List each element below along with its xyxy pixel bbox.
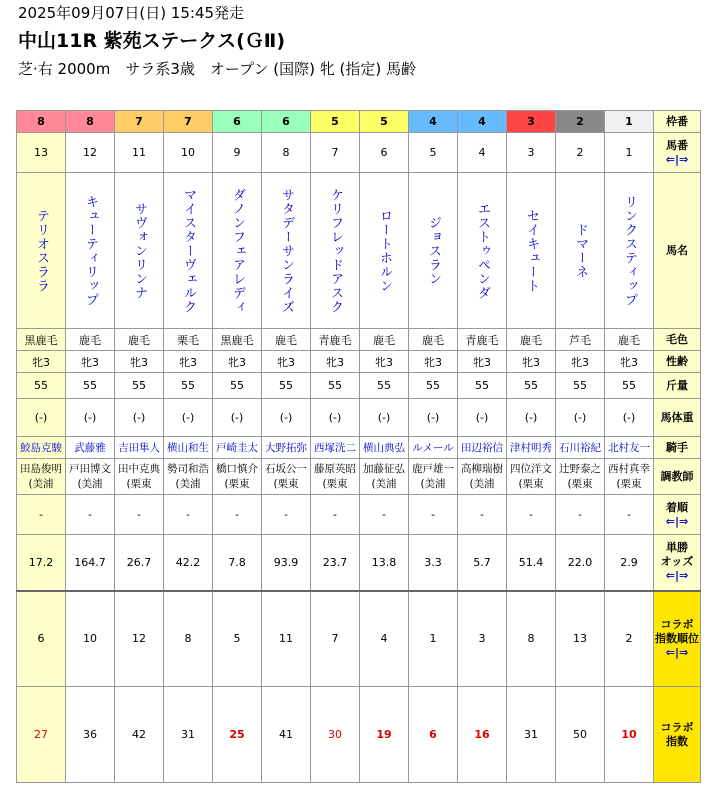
row-label-waku xyxy=(654,111,701,133)
cell-sexage: 牝3 xyxy=(507,351,556,373)
cell-trainer xyxy=(458,459,507,495)
cell-name xyxy=(360,173,409,329)
row-label-text: 斤量 xyxy=(666,378,688,392)
trainer-stable: (栗東 xyxy=(322,477,348,490)
trainer-name: 勢司和浩 xyxy=(167,462,209,475)
cell-odds: 7.8 xyxy=(213,535,262,591)
cell-sexage: 牝3 xyxy=(213,351,262,373)
row-label-text: コラボ 指数 xyxy=(660,720,694,748)
trainer-name: 鹿戸雄一 xyxy=(412,462,454,475)
cell-odds: 42.2 xyxy=(164,535,213,591)
horse-name-link[interactable]: エストゥペンダ xyxy=(475,201,490,300)
horse-name-link[interactable]: ジョスラン xyxy=(426,215,441,286)
cell-trainer xyxy=(507,459,556,495)
cell-weight: 55 xyxy=(556,373,605,399)
cell-coat: 鹿毛 xyxy=(115,329,164,351)
cell-collab_index: 41 xyxy=(262,687,311,783)
cell-trainer xyxy=(605,459,654,495)
row-coat xyxy=(17,329,701,351)
jockey-link[interactable]: 横山典弘 xyxy=(363,442,405,454)
cell-coat: 鹿毛 xyxy=(262,329,311,351)
cell-jockey xyxy=(409,437,458,459)
cell-coat: 栗毛 xyxy=(164,329,213,351)
horse-name-link[interactable]: ロートホルン xyxy=(377,208,392,293)
race-title: 中山11R 紫苑ステークス(ＧⅡ) xyxy=(18,30,285,52)
cell-name xyxy=(409,173,458,329)
cell-umaban: 4 xyxy=(458,133,507,173)
cell-collab_index: 6 xyxy=(409,687,458,783)
cell-bodyweight: (-) xyxy=(409,399,458,437)
cell-jockey xyxy=(262,437,311,459)
cell-bodyweight: (-) xyxy=(115,399,164,437)
cell-name xyxy=(458,173,507,329)
cell-coat: 鹿毛 xyxy=(507,329,556,351)
cell-finish: - xyxy=(311,495,360,535)
trainer-stable: (栗東 xyxy=(273,477,299,490)
row-weight xyxy=(17,373,701,399)
cell-name xyxy=(507,173,556,329)
row-label-bodyweight xyxy=(654,399,701,437)
cell-odds: 164.7 xyxy=(66,535,115,591)
cell-jockey xyxy=(605,437,654,459)
row-label-collab_rank xyxy=(654,591,701,687)
cell-collab_rank: 6 xyxy=(17,591,66,687)
cell-bodyweight: (-) xyxy=(605,399,654,437)
cell-name xyxy=(262,173,311,329)
cell-odds: 5.7 xyxy=(458,535,507,591)
horse-name-link[interactable]: サタデーサンライズ xyxy=(279,187,294,314)
cell-bodyweight: (-) xyxy=(556,399,605,437)
cell-weight: 55 xyxy=(311,373,360,399)
trainer-stable: (美浦 xyxy=(77,477,103,490)
cell-odds: 2.9 xyxy=(605,535,654,591)
row-label-text: 騎手 xyxy=(666,440,688,454)
row-label-trainer xyxy=(654,459,701,495)
cell-trainer xyxy=(17,459,66,495)
waku-badge: 3 xyxy=(507,111,556,133)
jockey-link[interactable]: 大野拓弥 xyxy=(265,442,307,454)
row-label-text: 毛色 xyxy=(666,332,688,346)
jockey-link[interactable]: 北村友一 xyxy=(608,442,650,454)
cell-jockey xyxy=(556,437,605,459)
trainer-name: 藤原英昭 xyxy=(314,462,356,475)
cell-odds: 26.7 xyxy=(115,535,164,591)
cell-coat: 黒鹿毛 xyxy=(17,329,66,351)
trainer-name: 辻野泰之 xyxy=(559,462,601,475)
cell-collab_rank: 2 xyxy=(605,591,654,687)
trainer-name: 田島俊明 xyxy=(20,462,62,475)
trainer-name: 橋口慎介 xyxy=(216,462,258,475)
waku-badge: 7 xyxy=(115,111,164,133)
cell-coat: 芦毛 xyxy=(556,329,605,351)
cell-name xyxy=(213,173,262,329)
cell-weight: 55 xyxy=(605,373,654,399)
cell-collab_index: 27 xyxy=(17,687,66,783)
cell-collab_index: 19 xyxy=(360,687,409,783)
row-label-text: 馬体重 xyxy=(660,410,694,424)
row-finish xyxy=(17,495,701,535)
cell-finish: - xyxy=(556,495,605,535)
cell-weight: 55 xyxy=(213,373,262,399)
jockey-link[interactable]: 石川裕紀 xyxy=(559,442,601,454)
cell-collab_index: 36 xyxy=(66,687,115,783)
row-label-text: 調教師 xyxy=(660,469,694,483)
cell-name xyxy=(115,173,164,329)
cell-coat: 青鹿毛 xyxy=(458,329,507,351)
cell-odds: 93.9 xyxy=(262,535,311,591)
cell-collab_rank: 1 xyxy=(409,591,458,687)
cell-bodyweight: (-) xyxy=(66,399,115,437)
cell-umaban: 1 xyxy=(605,133,654,173)
cell-finish: - xyxy=(360,495,409,535)
cell-finish: - xyxy=(605,495,654,535)
cell-umaban: 3 xyxy=(507,133,556,173)
row-label-finish xyxy=(654,495,701,535)
trainer-stable: (美浦 xyxy=(175,477,201,490)
cell-sexage: 牝3 xyxy=(409,351,458,373)
row-label-name xyxy=(654,173,701,329)
cell-trainer xyxy=(311,459,360,495)
row-label-text: 単勝 オッズ xyxy=(660,541,694,569)
trainer-stable: (栗東 xyxy=(567,477,593,490)
waku-badge: 4 xyxy=(409,111,458,133)
race-datetime: 2025年09月07日(日) 15:45発走 xyxy=(18,4,245,22)
cell-collab_rank: 10 xyxy=(66,591,115,687)
cell-name xyxy=(164,173,213,329)
cell-odds: 13.8 xyxy=(360,535,409,591)
jockey-link[interactable]: 西塚洸二 xyxy=(314,442,356,454)
race-header xyxy=(0,0,714,79)
trainer-stable: (栗東 xyxy=(224,477,250,490)
row-collab_rank xyxy=(17,591,701,687)
waku-badge: 5 xyxy=(311,111,360,133)
cell-jockey xyxy=(17,437,66,459)
cell-jockey xyxy=(164,437,213,459)
cell-umaban: 11 xyxy=(115,133,164,173)
row-label-jockey xyxy=(654,437,701,459)
cell-coat: 鹿毛 xyxy=(360,329,409,351)
row-waku xyxy=(17,111,701,133)
trainer-name: 加藤征弘 xyxy=(363,462,405,475)
trainer-name: 四位洋文 xyxy=(510,462,552,475)
waku-badge: 2 xyxy=(556,111,605,133)
jockey-link[interactable]: 津村明秀 xyxy=(510,442,552,454)
row-label-collab_index xyxy=(654,687,701,783)
cell-bodyweight: (-) xyxy=(164,399,213,437)
waku-badge: 1 xyxy=(605,111,654,133)
row-label-odds xyxy=(654,535,701,591)
cell-trainer xyxy=(66,459,115,495)
cell-coat: 鹿毛 xyxy=(605,329,654,351)
cell-umaban: 13 xyxy=(17,133,66,173)
cell-bodyweight: (-) xyxy=(458,399,507,437)
cell-jockey xyxy=(66,437,115,459)
row-bodyweight xyxy=(17,399,701,437)
trainer-name: 西村真幸 xyxy=(608,462,650,475)
row-umaban xyxy=(17,133,701,173)
jockey-link[interactable]: 鮫島克駿 xyxy=(20,442,62,454)
cell-odds: 23.7 xyxy=(311,535,360,591)
cell-collab_rank: 4 xyxy=(360,591,409,687)
cell-bodyweight: (-) xyxy=(507,399,556,437)
horse-name-link[interactable]: サヴォンリンナ xyxy=(132,201,147,300)
cell-sexage: 牝3 xyxy=(66,351,115,373)
cell-bodyweight: (-) xyxy=(360,399,409,437)
horse-name-link[interactable]: キューティリップ xyxy=(83,194,98,307)
cell-collab_index: 30 xyxy=(311,687,360,783)
cell-collab_rank: 8 xyxy=(164,591,213,687)
cell-jockey xyxy=(507,437,556,459)
cell-finish: - xyxy=(66,495,115,535)
cell-weight: 55 xyxy=(164,373,213,399)
trainer-name: 石坂公一 xyxy=(265,462,307,475)
cell-sexage: 牝3 xyxy=(556,351,605,373)
cell-weight: 55 xyxy=(458,373,507,399)
cell-collab_index: 16 xyxy=(458,687,507,783)
cell-collab_rank: 12 xyxy=(115,591,164,687)
row-label-text: 馬番 xyxy=(666,138,688,152)
cell-jockey xyxy=(360,437,409,459)
cell-umaban: 7 xyxy=(311,133,360,173)
trainer-stable: (美浦 xyxy=(371,477,397,490)
waku-badge: 6 xyxy=(213,111,262,133)
row-jockey xyxy=(17,437,701,459)
cell-sexage: 牝3 xyxy=(115,351,164,373)
cell-collab_index: 42 xyxy=(115,687,164,783)
cell-odds: 51.4 xyxy=(507,535,556,591)
row-odds xyxy=(17,535,701,591)
waku-badge: 8 xyxy=(17,111,66,133)
cell-finish: - xyxy=(115,495,164,535)
cell-umaban: 9 xyxy=(213,133,262,173)
cell-weight: 55 xyxy=(66,373,115,399)
cell-trainer xyxy=(409,459,458,495)
cell-odds: 22.0 xyxy=(556,535,605,591)
cell-trainer xyxy=(213,459,262,495)
cell-weight: 55 xyxy=(17,373,66,399)
cell-collab_index: 31 xyxy=(507,687,556,783)
cell-weight: 55 xyxy=(507,373,556,399)
cell-bodyweight: (-) xyxy=(262,399,311,437)
cell-umaban: 6 xyxy=(360,133,409,173)
cell-bodyweight: (-) xyxy=(213,399,262,437)
jockey-link[interactable]: 吉田隼人 xyxy=(118,442,160,454)
cell-collab_rank: 8 xyxy=(507,591,556,687)
row-label-umaban xyxy=(654,133,701,173)
row-sexage xyxy=(17,351,701,373)
cell-sexage: 牝3 xyxy=(262,351,311,373)
cell-umaban: 5 xyxy=(409,133,458,173)
cell-sexage: 牝3 xyxy=(311,351,360,373)
cell-weight: 55 xyxy=(115,373,164,399)
jockey-link[interactable]: 田辺裕信 xyxy=(461,442,503,454)
entry-table xyxy=(16,110,701,783)
trainer-name: 高柳瑞樹 xyxy=(461,462,503,475)
cell-odds: 3.3 xyxy=(409,535,458,591)
sort-toggle-link[interactable]: ⇐|⇒ xyxy=(665,645,689,659)
horse-name-link[interactable]: ケリフレッドアスク xyxy=(328,187,343,314)
cell-weight: 55 xyxy=(360,373,409,399)
row-collab_index xyxy=(17,687,701,783)
sort-toggle-link[interactable]: ⇐|⇒ xyxy=(665,569,689,583)
cell-sexage: 牝3 xyxy=(360,351,409,373)
jockey-link[interactable]: 戸崎圭太 xyxy=(216,442,258,454)
cell-sexage: 牝3 xyxy=(458,351,507,373)
row-label-text: 性齢 xyxy=(666,354,688,368)
cell-name xyxy=(311,173,360,329)
trainer-stable: (美浦 xyxy=(469,477,495,490)
horse-name-link[interactable]: リンクスティップ xyxy=(622,194,637,307)
cell-bodyweight: (-) xyxy=(17,399,66,437)
waku-badge: 8 xyxy=(66,111,115,133)
cell-collab_rank: 3 xyxy=(458,591,507,687)
cell-jockey xyxy=(115,437,164,459)
horse-name-link[interactable]: テリオスララ xyxy=(34,208,49,293)
cell-coat: 鹿毛 xyxy=(409,329,458,351)
cell-finish: - xyxy=(409,495,458,535)
cell-umaban: 2 xyxy=(556,133,605,173)
cell-coat: 黒鹿毛 xyxy=(213,329,262,351)
trainer-stable: (美浦 xyxy=(420,477,446,490)
waku-badge: 4 xyxy=(458,111,507,133)
cell-odds: 17.2 xyxy=(17,535,66,591)
cell-finish: - xyxy=(213,495,262,535)
row-label-text: コラボ 指数順位 xyxy=(655,617,699,645)
cell-trainer xyxy=(115,459,164,495)
cell-collab_index: 10 xyxy=(605,687,654,783)
sort-toggle-link[interactable]: ⇐|⇒ xyxy=(665,514,689,528)
cell-finish: - xyxy=(458,495,507,535)
cell-coat: 鹿毛 xyxy=(66,329,115,351)
trainer-stable: (栗東 xyxy=(616,477,642,490)
cell-name xyxy=(605,173,654,329)
jockey-link[interactable]: 横山和生 xyxy=(167,442,209,454)
cell-jockey xyxy=(311,437,360,459)
cell-umaban: 8 xyxy=(262,133,311,173)
row-name xyxy=(17,173,701,329)
jockey-link[interactable]: 武藤雅 xyxy=(74,442,106,454)
cell-name xyxy=(17,173,66,329)
row-label-text: 枠番 xyxy=(666,114,688,128)
cell-collab_rank: 13 xyxy=(556,591,605,687)
cell-trainer xyxy=(262,459,311,495)
row-label-coat xyxy=(654,329,701,351)
cell-name xyxy=(556,173,605,329)
horse-name-link[interactable]: ダノンフェアレディ xyxy=(230,187,245,314)
waku-badge: 6 xyxy=(262,111,311,133)
jockey-link[interactable]: ルメール xyxy=(412,442,454,454)
horse-name-link[interactable]: ドマーネ xyxy=(573,222,588,279)
row-label-text: 馬名 xyxy=(666,243,688,257)
row-trainer xyxy=(17,459,701,495)
cell-trainer xyxy=(164,459,213,495)
cell-umaban: 12 xyxy=(66,133,115,173)
cell-finish: - xyxy=(262,495,311,535)
cell-collab_index: 31 xyxy=(164,687,213,783)
waku-badge: 7 xyxy=(164,111,213,133)
cell-collab_index: 50 xyxy=(556,687,605,783)
trainer-name: 田中克典 xyxy=(118,462,160,475)
cell-trainer xyxy=(360,459,409,495)
cell-name xyxy=(66,173,115,329)
cell-collab_rank: 7 xyxy=(311,591,360,687)
trainer-name: 戸田博文 xyxy=(69,462,111,475)
row-label-sexage xyxy=(654,351,701,373)
waku-badge: 5 xyxy=(360,111,409,133)
cell-coat: 青鹿毛 xyxy=(311,329,360,351)
cell-collab_rank: 5 xyxy=(213,591,262,687)
cell-sexage: 牝3 xyxy=(605,351,654,373)
cell-trainer xyxy=(556,459,605,495)
cell-umaban: 10 xyxy=(164,133,213,173)
cell-bodyweight: (-) xyxy=(311,399,360,437)
race-conditions: 芝·右 2000m サラ系3歳 オープン (国際) 牝 (指定) 馬齢 xyxy=(18,60,416,78)
row-label-text: 着順 xyxy=(666,500,688,514)
trainer-stable: (美浦 xyxy=(28,477,54,490)
trainer-stable: (栗東 xyxy=(518,477,544,490)
cell-sexage: 牝3 xyxy=(164,351,213,373)
horse-name-link[interactable]: セイキュート xyxy=(524,208,539,293)
horse-name-link[interactable]: マイスターヴェルク xyxy=(181,187,196,314)
sort-toggle-link[interactable]: ⇐|⇒ xyxy=(665,152,689,166)
cell-finish: - xyxy=(507,495,556,535)
row-label-weight xyxy=(654,373,701,399)
cell-jockey xyxy=(458,437,507,459)
cell-collab_rank: 11 xyxy=(262,591,311,687)
cell-weight: 55 xyxy=(409,373,458,399)
trainer-stable: (栗東 xyxy=(126,477,152,490)
cell-finish: - xyxy=(17,495,66,535)
cell-jockey xyxy=(213,437,262,459)
cell-finish: - xyxy=(164,495,213,535)
cell-sexage: 牝3 xyxy=(17,351,66,373)
cell-weight: 55 xyxy=(262,373,311,399)
cell-collab_index: 25 xyxy=(213,687,262,783)
